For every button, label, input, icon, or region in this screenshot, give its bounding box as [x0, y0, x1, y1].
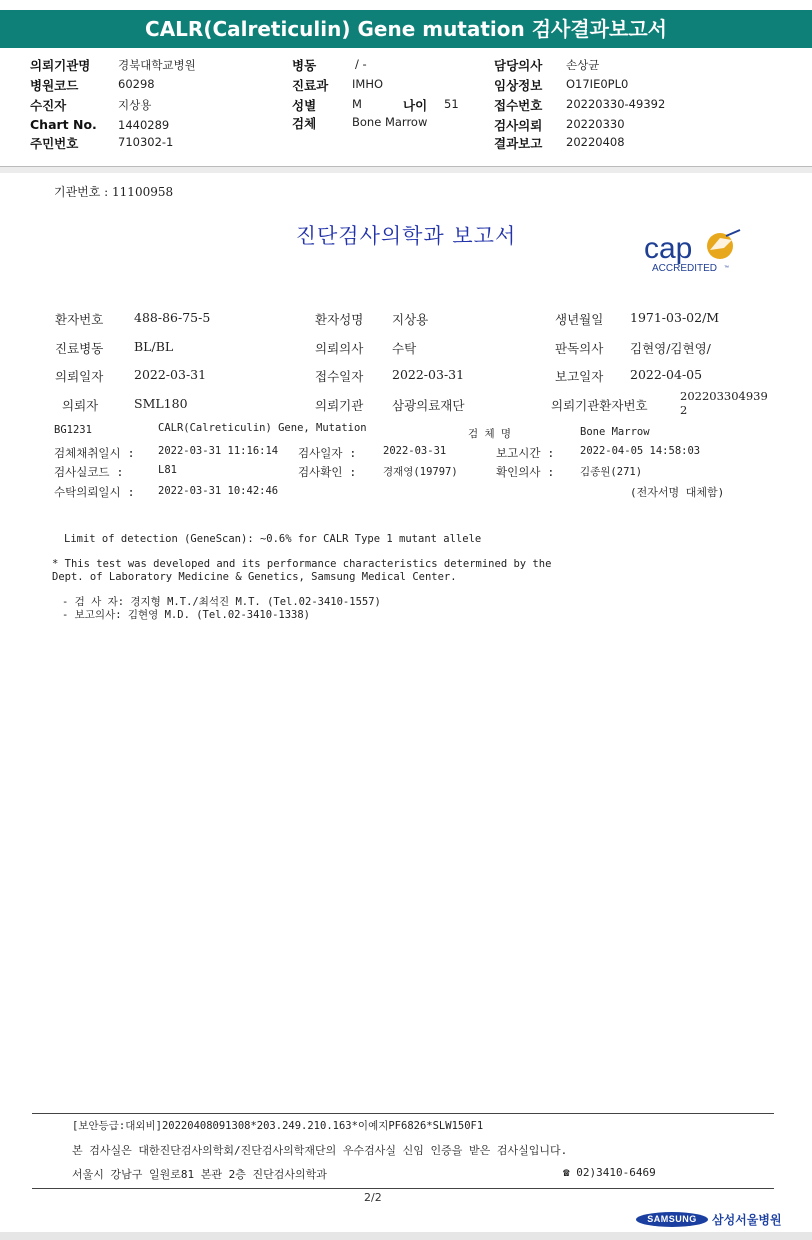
label-requesting-institution: 의뢰기관명: [30, 58, 91, 73]
label-department: 진료과: [292, 78, 329, 93]
label-ward-code: 진료병동: [55, 341, 104, 356]
label-patient-no: 환자번호: [55, 312, 104, 327]
value-report-time: 2022-04-05 14:58:03: [580, 445, 701, 457]
page-number: 2/2: [364, 1191, 382, 1204]
value-contract-request-datetime: 2022-03-31 10:42:46: [158, 485, 279, 497]
value-receipt-date: 2022-03-31: [392, 367, 465, 382]
department-report-title: 진단검사의학과 보고서: [295, 224, 517, 248]
value-agency-patient-no: 202203304939: [680, 389, 768, 403]
value-hospital-code: 60298: [118, 77, 155, 91]
label-test-confirm: 검사확인 :: [298, 465, 357, 479]
security-level-stamp: [보안등급:대외비]20220408091308*203.249.210.163*이예지PF6826*SLW150F1: [72, 1120, 484, 1132]
cap-accredited-logo: [640, 228, 750, 274]
value-requesting-agency: 삼광의료재단: [392, 398, 465, 413]
value-reading-doctor: 김현영/김현영/: [630, 341, 711, 356]
value-birth-date: 1971-03-02/M: [630, 310, 720, 325]
value-examinee: 지상용: [118, 98, 152, 112]
label-lab-code: 검사실코드 :: [54, 465, 124, 479]
label-report-date: 보고일자: [555, 369, 604, 384]
test-code: BG1231: [54, 424, 92, 436]
value-specimen-name: Bone Marrow: [580, 426, 650, 438]
footer-top-divider: [32, 1113, 774, 1114]
header-info-panel: [0, 48, 812, 166]
label-request-date: 의뢰일자: [55, 369, 104, 384]
value-sex: M: [352, 97, 362, 111]
cap-logo-subtext: ACCREDITED: [652, 263, 718, 274]
value-requesting-institution: 경북대학교병원: [118, 58, 196, 72]
label-examinee: 수진자: [30, 98, 67, 113]
test-development-note-line1: * This test was developed and its performance characteristics determined by the: [52, 558, 552, 570]
tester-contact: - 검 사 자: 경지형 M.T./최석진 M.T. (Tel.02-3410-1557): [62, 596, 381, 608]
value-requester: SML180: [134, 396, 188, 411]
report-title-bar: [0, 10, 812, 48]
bottom-band: [0, 1232, 812, 1240]
label-test-request: 검사의뢰: [494, 118, 543, 133]
footer-bottom-divider: [32, 1188, 774, 1189]
value-receipt-no: 20220330-49392: [566, 97, 666, 111]
value-lab-code: L81: [158, 464, 177, 476]
value-result-report: 20220408: [566, 135, 625, 149]
label-birth-date: 생년월일: [555, 312, 604, 327]
label-resident-no: 주민번호: [30, 136, 79, 151]
label-specimen-name: 검 체 명: [468, 428, 512, 440]
label-referring-doctor: 의뢰의사: [315, 341, 364, 356]
samsung-brand-mark: SAMSUNG: [636, 1212, 708, 1227]
lab-address: 서울시 강남구 일원로81 본관 2층 진단검사의학과: [72, 1168, 327, 1181]
label-attending-doctor: 담당의사: [494, 58, 543, 73]
header-shadow: [0, 167, 812, 173]
value-request-date: 2022-03-31: [134, 367, 207, 382]
samsung-medical-center-logo: [636, 1210, 786, 1230]
value-confirming-doctor: 김종원(271): [580, 466, 643, 478]
label-requester: 의뢰자: [62, 398, 99, 413]
value-agency-patient-no-cont: 2: [680, 403, 688, 417]
label-contract-request-datetime: 수탁의뢰일시 :: [54, 485, 135, 499]
label-report-time: 보고시간 :: [496, 446, 555, 460]
value-patient-name: 지상용: [392, 312, 429, 327]
accreditation-statement: 본 검사실은 대한진단검사의학회/진단검사의학재단의 우수검사실 신임 인증을 받은 검사실입니다.: [72, 1144, 568, 1157]
value-referring-doctor: 수탁: [392, 341, 417, 356]
value-specimen: Bone Marrow: [352, 115, 428, 129]
report-title: CALR(Calreticulin) Gene mutation 검사결과보고서: [145, 17, 667, 41]
value-test-confirm: 경재영(19797): [383, 466, 458, 478]
value-ward: / -: [355, 57, 367, 71]
label-clinical-info: 임상정보: [494, 78, 543, 93]
value-report-date: 2022-04-05: [630, 367, 703, 382]
value-department: IMHO: [352, 77, 384, 91]
value-patient-no: 488-86-75-5: [134, 310, 211, 325]
value-attending-doctor: 손상균: [566, 58, 600, 72]
limit-of-detection-note: Limit of detection (GeneScan): ~0.6% for CALR Type 1 mutant allele: [64, 533, 482, 545]
label-receipt-date: 접수일자: [315, 369, 364, 384]
label-specimen: 검체: [292, 116, 317, 131]
label-confirming-doctor: 확인의사 :: [496, 465, 555, 479]
samsung-hospital-name: 삼성서울병원: [712, 1213, 782, 1227]
value-clinical-info: O17IE0PL0: [566, 77, 629, 91]
label-chart-no: Chart No.: [30, 117, 97, 132]
label-requesting-agency: 의뢰기관: [315, 398, 364, 413]
lab-phone: ☎ 02)3410-6469: [563, 1166, 656, 1179]
label-patient-name: 환자성명: [315, 312, 364, 327]
institution-number: 기관번호 : 11100958: [54, 185, 174, 199]
cap-logo-trademark: ™: [724, 265, 729, 271]
test-development-note-line2: Dept. of Laboratory Medicine & Genetics, Samsung Medical Center.: [52, 571, 457, 583]
label-test-date: 검사일자 :: [298, 446, 357, 460]
label-agency-patient-no: 의뢰기관환자번호: [551, 398, 648, 413]
label-result-report: 결과보고: [494, 136, 543, 151]
electronic-signature-note: (전자서명 대체함): [630, 486, 725, 499]
value-collection-datetime: 2022-03-31 11:16:14: [158, 445, 279, 457]
label-hospital-code: 병원코드: [30, 78, 79, 93]
cap-logo-word: cap: [644, 232, 693, 265]
value-ward-code: BL/BL: [134, 339, 174, 354]
label-receipt-no: 접수번호: [494, 98, 543, 113]
label-ward: 병동: [292, 58, 317, 73]
value-test-request: 20220330: [566, 117, 625, 131]
label-age: 나이: [403, 98, 428, 113]
label-sex: 성별: [292, 98, 317, 113]
test-name: CALR(Calreticulin) Gene, Mutation: [158, 422, 367, 434]
label-collection-datetime: 검체채취일시 :: [54, 446, 135, 460]
value-chart-no: 1440289: [118, 118, 170, 132]
value-resident-no: 710302-1: [118, 135, 174, 149]
value-age: 51: [444, 97, 459, 111]
reporting-doctor-contact: - 보고의사: 김현영 M.D. (Tel.02-3410-1338): [62, 609, 311, 621]
value-test-date: 2022-03-31: [383, 445, 447, 457]
label-reading-doctor: 판독의사: [555, 341, 604, 356]
